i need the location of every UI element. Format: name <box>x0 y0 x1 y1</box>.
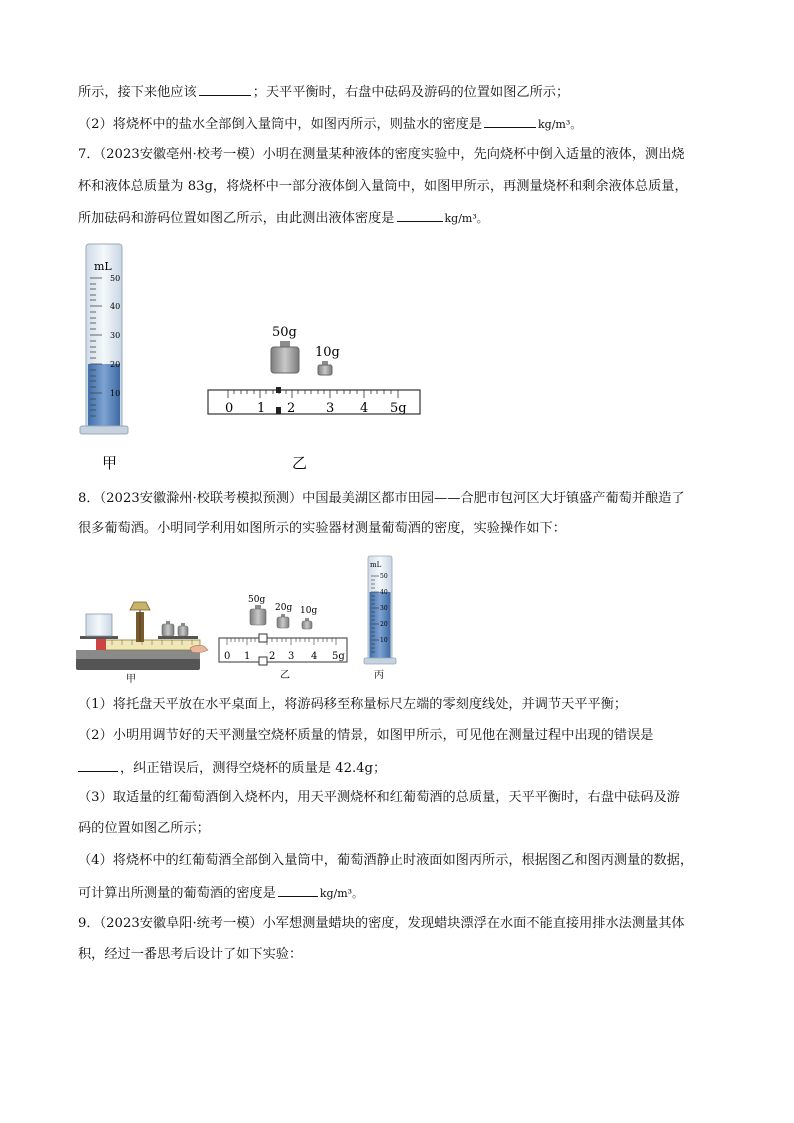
tick-label: 30 <box>110 331 121 340</box>
weight-label: 10g <box>300 606 318 616</box>
text: （1）将托盘天平放在水平桌面上，将游码移至称量标尺左端的零刻度线处，并调节天平平衡； <box>78 697 628 712</box>
text: 可计算出所测量的葡萄酒的密度是 <box>78 886 276 901</box>
text: （2）小明用调节好的天平测量空烧杯质量的情景，如图甲所示，可见他在测量过程中出现的错误是 <box>78 728 654 743</box>
scale-label: 3 <box>288 651 295 662</box>
weight-20g <box>275 603 292 628</box>
tick-label: 40 <box>110 302 121 311</box>
tick-label: 40 <box>380 589 388 596</box>
text: 积，经过一番思考后设计了如下实验： <box>78 947 303 962</box>
question-8-line-2 <box>78 520 566 538</box>
text: ，纠正错误后，测得空烧杯的质量是 42.4g； <box>120 761 387 776</box>
weight-50g <box>271 325 299 373</box>
scale-label: 2 <box>269 651 276 662</box>
question-7-line-3 <box>78 208 488 228</box>
tick-label: 50 <box>380 573 388 580</box>
unit-text: kg/m³。 <box>538 118 582 131</box>
beam-scale <box>219 634 347 665</box>
scale-label: 1 <box>257 401 266 416</box>
tick-label: 50 <box>110 274 121 283</box>
step-3-line-2 <box>78 820 210 838</box>
weight-label: 50g <box>272 325 297 340</box>
beam-scale <box>208 387 420 416</box>
weight-10g <box>315 345 340 375</box>
answer-blank[interactable] <box>199 82 251 96</box>
question-9-line-2 <box>78 946 302 964</box>
scale-label: 1 <box>244 651 251 662</box>
graduated-cylinder <box>80 244 128 434</box>
weight-on-pan <box>162 624 174 636</box>
text-line-2 <box>78 114 581 134</box>
beaker <box>86 614 112 636</box>
step-3-line-1 <box>78 789 680 807</box>
step-1 <box>78 696 627 714</box>
text: ；天平平衡时，右盘中砝码及游码的位置如图乙所示； <box>252 85 570 100</box>
answer-blank[interactable] <box>484 114 536 128</box>
scale-label: 3 <box>326 401 335 416</box>
text: （3）取适量的红葡萄酒倒入烧杯内，用天平测烧杯和红葡萄酒的总质量，天平平衡时，右盘中砝码及游 <box>78 790 680 805</box>
cylinder-unit: mL <box>94 260 112 273</box>
rider-top <box>276 387 281 393</box>
step-2-line-2 <box>78 758 386 778</box>
text: 所加砝码和游码位置如图乙所示，由此测出液体密度是 <box>78 211 395 226</box>
step-4-line-2 <box>78 883 363 903</box>
weight-on-pan <box>178 626 188 636</box>
figure-7 <box>76 238 436 478</box>
question-7-line-2 <box>78 178 688 196</box>
figure-label-b: 乙 <box>292 454 308 472</box>
question-7-line-1 <box>78 146 685 164</box>
scale-label: 4 <box>360 401 369 416</box>
balance-pointer <box>130 602 150 610</box>
rider-bottom <box>276 407 281 414</box>
weight-50g <box>248 595 266 625</box>
text-line-1 <box>78 82 569 102</box>
text: （2）将烧杯中的盐水全部倒入量筒中，如图丙所示，则盐水的密度是 <box>78 117 483 132</box>
tick-label: 20 <box>380 621 388 628</box>
rider-bottom <box>259 657 267 665</box>
answer-blank[interactable] <box>78 758 118 772</box>
figure-label-a: 甲 <box>126 674 136 685</box>
weight-label: 20g <box>275 603 293 613</box>
weight-label: 50g <box>248 595 266 605</box>
text: 很多葡萄酒。小明同学利用如图所示的实验器材测量葡萄酒的密度，实验操作如下： <box>78 521 566 536</box>
tick-label: 20 <box>110 360 121 369</box>
tick-label: 10 <box>110 389 121 398</box>
unit-text: kg/m³。 <box>444 212 488 225</box>
scale-label: 5g <box>390 401 407 416</box>
text: 8．（2023安徽滁州·校联考模拟预测）中国最美湖区都市田园——合肥市包河区大圩镇盛产葡萄并酿造了 <box>78 491 685 506</box>
unit-text: kg/m³。 <box>319 887 364 900</box>
step-4-line-1 <box>78 852 693 870</box>
text: 9．（2023安徽阜阳·统考一模）小军想测量蜡块的密度，发现蜡块漂浮在水面不能直接用排水法测量其体 <box>78 916 685 931</box>
scale-label: 5g <box>332 651 345 662</box>
text: 码的位置如图乙所示； <box>78 821 210 836</box>
figure-8 <box>72 550 402 685</box>
scale-label: 2 <box>287 401 296 416</box>
text: （4）将烧杯中的红葡萄酒全部倒入量筒中，葡萄酒静止时液面如图丙所示，根据图乙和图丙测量的数据， <box>78 853 694 868</box>
scale-label: 0 <box>224 651 231 662</box>
text: 所示，接下来他应该 <box>78 85 197 100</box>
cylinder-unit: mL <box>370 561 382 569</box>
question-9-line-1 <box>78 915 685 933</box>
answer-blank[interactable] <box>397 208 443 222</box>
step-2-line-1 <box>78 727 653 745</box>
hand-icon <box>190 645 208 652</box>
figure-label-a: 甲 <box>102 454 118 472</box>
rider-top <box>259 634 267 642</box>
scale-label: 0 <box>225 401 234 416</box>
weight-10g <box>300 606 317 629</box>
scale-label: 4 <box>311 651 318 662</box>
figure-label-b: 乙 <box>280 670 290 681</box>
weight-label: 10g <box>315 345 340 360</box>
answer-blank[interactable] <box>278 883 318 897</box>
text: 杯和液体总质量为 83g，将烧杯中一部分液体倒入量筒中，如图甲所示，再测量烧杯和剩余液体总质量， <box>78 179 688 194</box>
figure-label-c: 丙 <box>374 670 384 681</box>
graduated-cylinder <box>364 556 396 664</box>
question-8-line-1 <box>78 490 685 508</box>
tick-label: 10 <box>380 637 388 644</box>
text: 7．（2023安徽亳州·校考一模）小明在测量某种液体的密度实验中，先向烧杯中倒入适量的液体，测出烧 <box>78 147 685 162</box>
balance-scale <box>76 602 208 685</box>
tick-label: 30 <box>380 605 388 612</box>
